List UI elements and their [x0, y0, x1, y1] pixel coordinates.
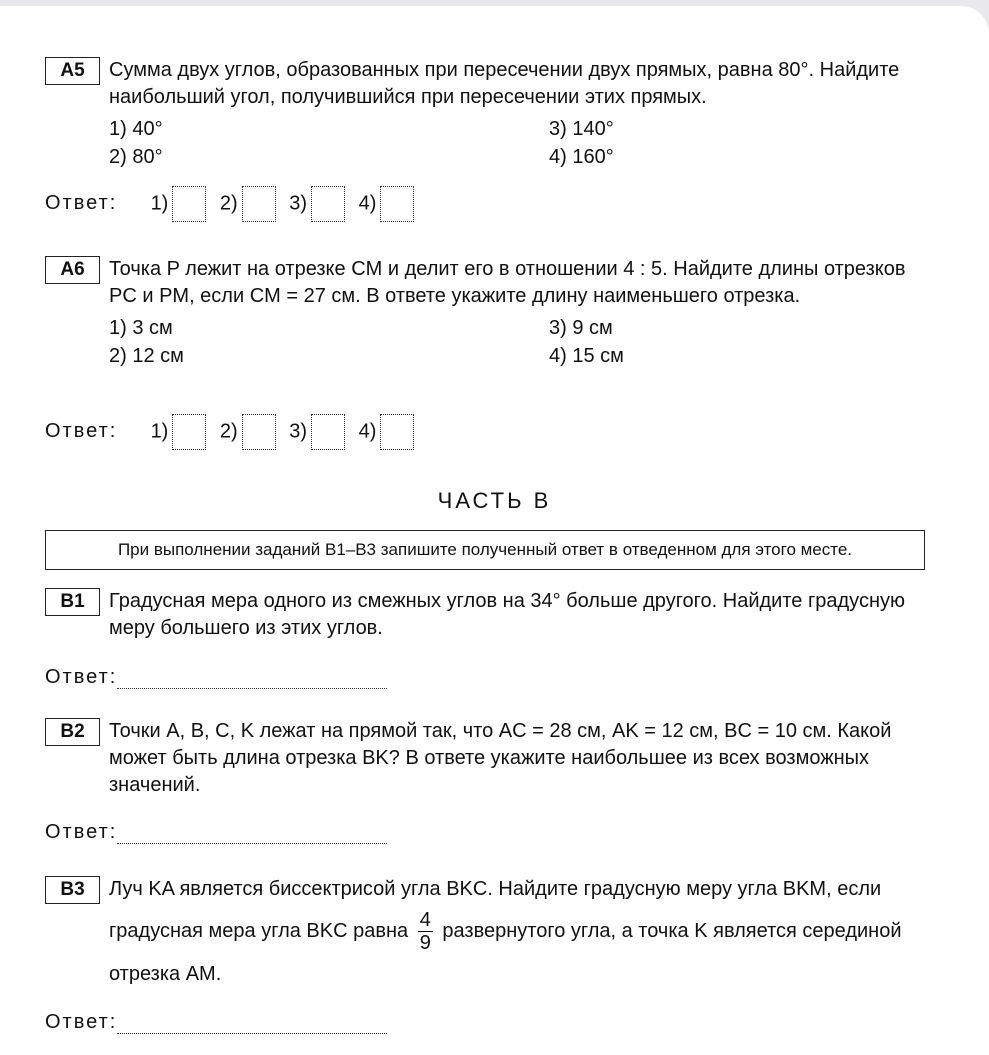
choice-label: 1): [150, 420, 169, 443]
choice-label: 2): [219, 420, 238, 443]
answer-checkbox-1[interactable]: [172, 414, 206, 450]
option-1: 1) 40°: [109, 118, 163, 140]
option-3: 3) 9 см: [549, 317, 613, 339]
task-text: Точка P лежит на отрезке CM и делит его в отношении 4 : 5. Найдите длины отрезков PC и PM, если CM = 27 см. В ответе укажите длину наименьшего отрезка.: [109, 258, 906, 307]
task-text: Точки A, B, C, K лежат на прямой так, что AC = 28 см, AK = 12 см, BC = 10 см. Какой может быть длина отрезка BK? В ответе укажите наибольшее из всех возможных значений.: [109, 720, 892, 796]
answer-label: Ответ:: [45, 420, 118, 443]
answer-checkbox-4[interactable]: [380, 186, 414, 222]
task-text: Сумма двух углов, образованных при пересечении двух прямых, равна 80°. Найдите наибольший угол, получившийся при пересечении этих прямых.: [109, 59, 900, 108]
answer-input[interactable]: [117, 823, 387, 844]
answer-row-b1: [45, 666, 387, 706]
task-b1: [45, 588, 935, 642]
task-number: В2: [45, 718, 100, 746]
choice-label: 3): [289, 420, 308, 443]
answer-label: Ответ:: [45, 192, 118, 215]
options: [109, 314, 935, 370]
answer-checkbox-4[interactable]: [380, 414, 414, 450]
task-text: Градусная мера одного из смежных углов на 34° больше другого. Найдите градусную меру большего из этих углов.: [109, 590, 905, 639]
instruction-box: При выполнении заданий В1–В3 запишите полученный ответ в отведенном для этого месте.: [45, 530, 925, 570]
answer-checkbox-3[interactable]: [311, 186, 345, 222]
choice-label: 2): [219, 192, 238, 215]
option-1: 1) 3 см: [109, 317, 173, 339]
option-2: 2) 12 см: [109, 345, 184, 367]
choice-label: 1): [150, 192, 169, 215]
task-b3: [45, 876, 935, 994]
choice-label: 4): [358, 192, 377, 215]
answer-row-a6: [45, 414, 422, 454]
answer-checkbox-3[interactable]: [311, 414, 345, 450]
fraction-denominator: 9: [419, 932, 431, 954]
task-text: [109, 869, 935, 994]
option-4: 4) 160°: [549, 146, 614, 168]
task-number: А5: [45, 57, 100, 85]
task-text-after: развернутого угла, а точка K является серединой отрезка AM.: [109, 919, 902, 985]
task-number: А6: [45, 256, 100, 284]
answer-checkbox-2[interactable]: [242, 414, 276, 450]
answer-row-a5: [45, 186, 422, 226]
answer-row-b2: [45, 821, 387, 861]
answer-label: Ответ:: [45, 1011, 118, 1033]
options: [109, 115, 935, 171]
answer-checkbox-1[interactable]: [172, 186, 206, 222]
choice-label: 3): [289, 192, 308, 215]
answer-row-b3: [45, 1011, 387, 1051]
worksheet-page: [0, 6, 989, 1055]
choice-label: 4): [358, 420, 377, 443]
task-number: В1: [45, 588, 100, 616]
option-2: 2) 80°: [109, 146, 163, 168]
answer-label: Ответ:: [45, 666, 118, 688]
answer-checkbox-2[interactable]: [242, 186, 276, 222]
fraction-numerator: 4: [419, 909, 431, 931]
answer-input[interactable]: [117, 668, 387, 689]
task-b2: [45, 718, 935, 799]
part-b-title: ЧАСТЬ В: [437, 488, 552, 513]
answer-input[interactable]: [117, 1013, 387, 1034]
answer-label: Ответ:: [45, 821, 118, 843]
task-a5: [45, 57, 935, 171]
task-text-before: Луч KA является биссектрисой угла BKC. Найдите градусную меру угла BKM, если градусная мера угла BKC равна: [109, 878, 882, 942]
fraction: [418, 909, 433, 954]
task-number: В3: [45, 876, 100, 904]
task-a6: [45, 256, 935, 370]
option-4: 4) 15 см: [549, 345, 624, 367]
option-3: 3) 140°: [549, 118, 614, 140]
